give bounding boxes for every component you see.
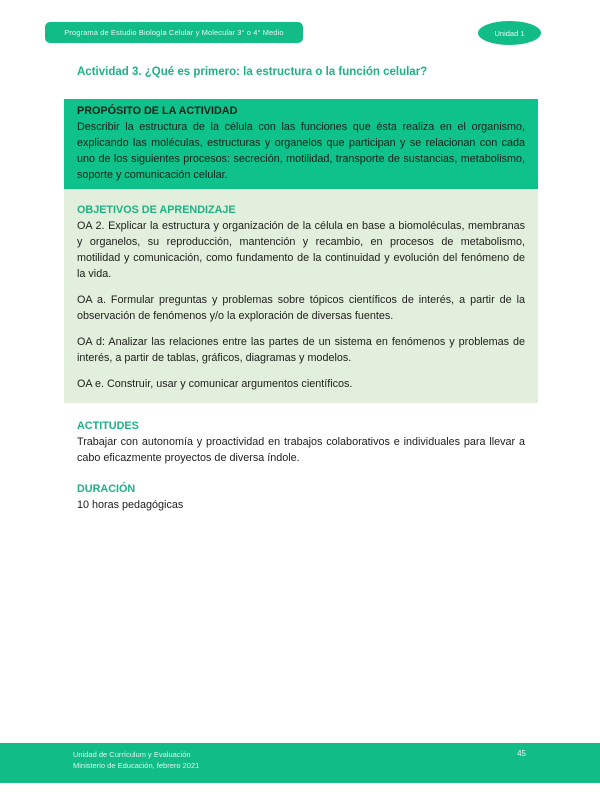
unit-badge-label: Unidad 1 <box>494 28 525 38</box>
footer-line1: Unidad de Currículum y Evaluación <box>73 750 191 759</box>
oa-item: OA a. Formular preguntas y problemas sobre tópicos científicos de interés, a partir de la observación de fenómenos y/o la exploración de diversas fuentes. <box>77 294 525 322</box>
footer-credits <box>73 749 199 771</box>
page-number: 45 <box>517 749 526 758</box>
footer-line2: Ministerio de Educación, febrero 2021 <box>73 761 200 770</box>
header-program-label: Programa de Estudio Biología Celular y Molecular 3° o 4° Medio <box>64 28 284 37</box>
proposito-section <box>64 99 538 189</box>
actitudes-body: Trabajar con autonomía y proactividad en trabajos colaborativos e individuales para llevar a cabo eficazmente proyectos de diversa índole. <box>77 436 525 464</box>
duracion-section <box>77 481 525 513</box>
objetivos-heading: OBJETIVOS DE APRENDIZAJE <box>77 204 236 216</box>
header-program-pill <box>45 22 303 43</box>
content-column <box>64 99 538 513</box>
actitudes-heading: ACTITUDES <box>77 420 139 432</box>
oa-item: OA d: Analizar las relaciones entre las partes de un sistema en fenómenos y problemas de interés, a partir de tablas, gráficos, diagramas y modelos. <box>77 336 525 364</box>
footer-bar <box>0 743 600 783</box>
actitudes-section <box>77 418 525 466</box>
duracion-body: 10 horas pedagógicas <box>77 499 184 511</box>
activity-title: Actividad 3. ¿Qué es primero: la estructura o la función celular? <box>77 66 428 78</box>
proposito-heading: PROPÓSITO DE LA ACTIVIDAD <box>77 105 238 117</box>
oa-item: OA e. Construir, usar y comunicar argumentos científicos. <box>77 378 353 390</box>
unit-badge <box>478 21 541 45</box>
duracion-heading: DURACIÓN <box>77 483 136 495</box>
proposito-body: Describir la estructura de la célula con las funciones que ésta realiza en el organismo, explicando las moléculas, estructuras y organelos que participan y se relacionan con cada uno de los siguientes procesos: secreción, motilidad, transporte de sustancias, metabolismo, soporte y comunicación celular. <box>77 121 525 181</box>
objetivos-section <box>64 189 538 403</box>
oa-item: OA 2. Explicar la estructura y organización de la célula en base a biomoléculas, membranas y organelos, su reproducción, mantención y recambio, en procesos de metabolismo, motilidad y comunicación, como fundamento de la continuidad y evolución del fenómeno de la vida. <box>77 220 525 280</box>
